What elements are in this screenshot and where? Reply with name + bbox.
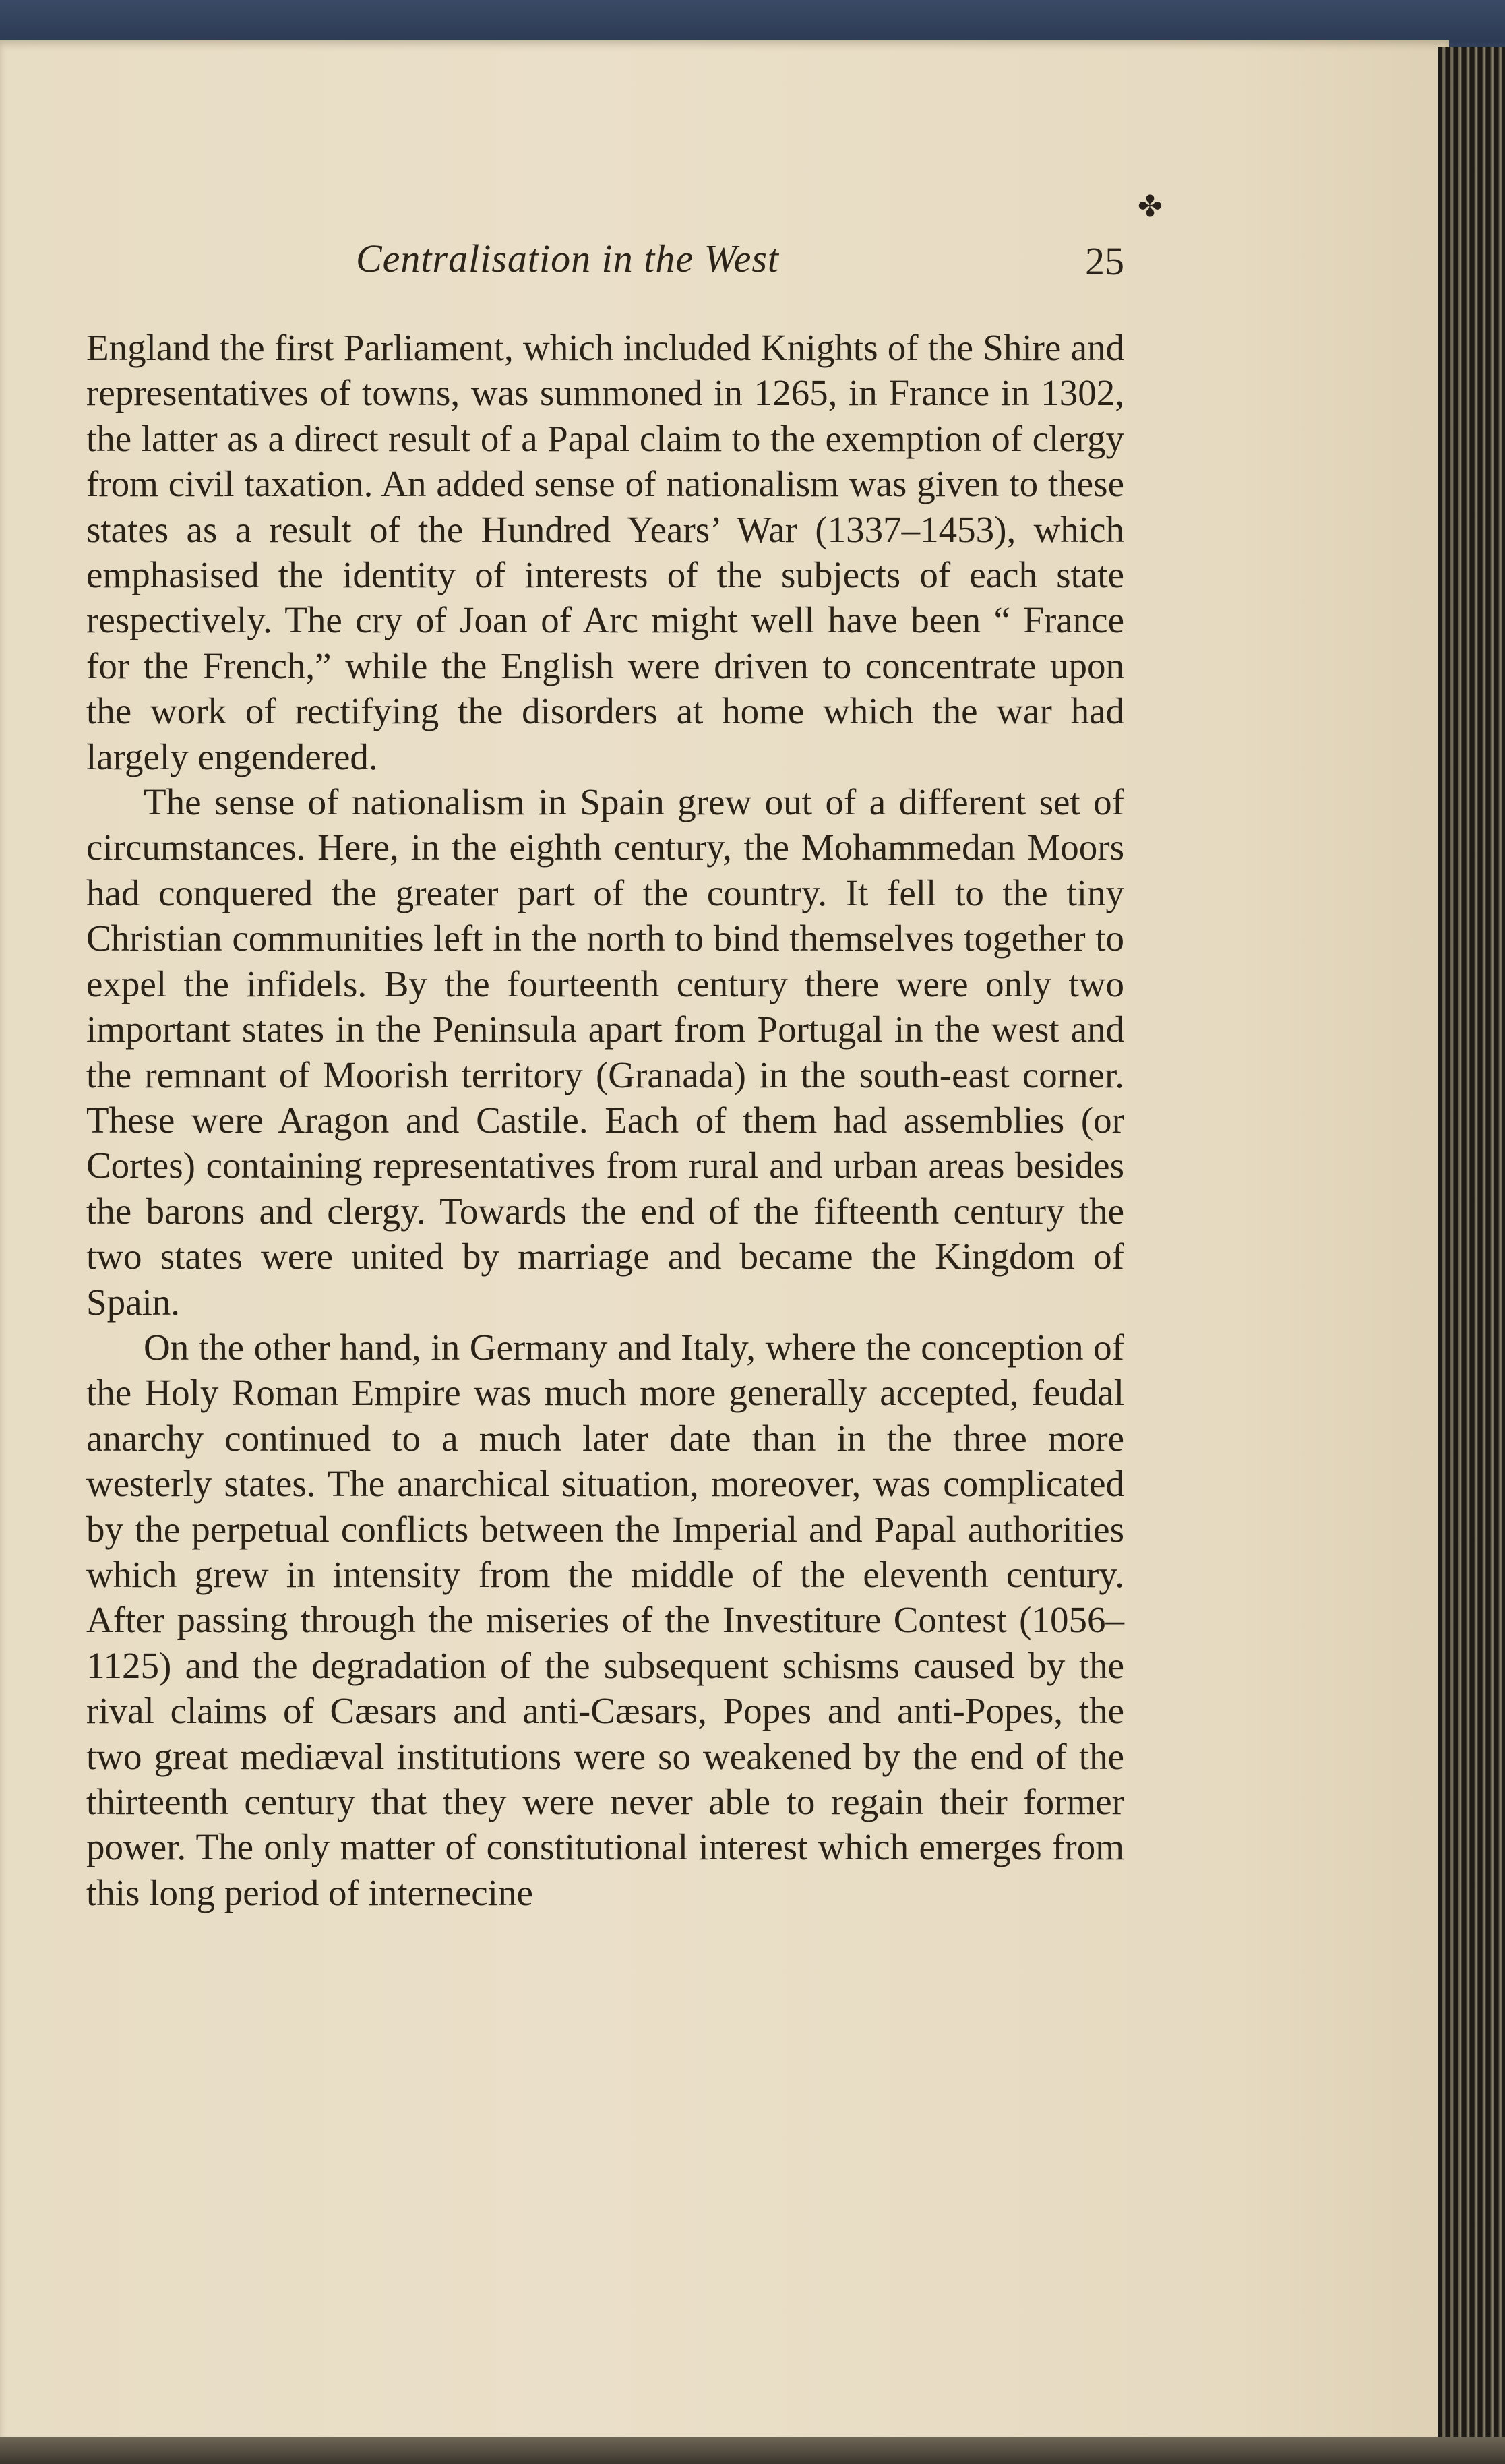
book-page (0, 40, 1449, 2440)
book-cover-bottom-edge (0, 2437, 1505, 2464)
paragraph-2: The sense of nationalism in Spain grew out of a different set of circumstances. Here, in the eighth century, the Mohammedan Moors had conquered the greater part of the country. It fell to the tiny Christian communities left in the north to bind themselves together to expel the infidels. By the fourteenth century there were only two important states in the Peninsula apart from Portugal in the west and the remnant of Moorish territory (Granada) in the south-east corner. These were Aragon and Castile. Each of them had assemblies (or Cortes) containing representatives from rural and urban areas besides the barons and clergy. Towards the end of the fifteenth century the two states were united by marriage and became the Kingdom of Spain. (86, 781, 1124, 1323)
ink-mark-icon: ✤ (1138, 189, 1163, 224)
page-number: 25 (1085, 239, 1124, 283)
paragraph-3: On the other hand, in Germany and Italy, where the conception of the Holy Roman Empire was much more generally accepted, feudal anarchy continued to a much later date than in the three more westerly states. The anarchical situation, moreover, was complicated by the perpetual conflicts between the Imperial and Papal authorities which grew in intensity from the middle of the eleventh century. After passing through the miseries of the Investiture Contest (1056–1125) and the degradation of the subsequent schisms caused by the rival claims of Cæsars and anti-Cæsars, Popes and anti-Popes, the two great mediæval institutions were so weakened by the end of the thirteenth century that they were never able to regain their former power. The only matter of constitutional interest which emerges from this long period of internecine (86, 1326, 1124, 1913)
page-block-edges (1438, 47, 1505, 2454)
body-text (86, 325, 1124, 1915)
paragraph-1: England the first Parliament, which included Knights of the Shire and representatives of towns, was summoned in 1265, in France in 1302, the latter as a direct result of a Papal claim to the exemption of clergy from civil taxation. An added sense of nationalism was given to these states as a result of the Hundred Years’ War (1337–1453), which emphasised the identity of interests of the subjects of each state respectively. The cry of Joan of Arc might well have been “ France for the French,” while the English were driven to concentrate upon the work of rectifying the disorders at home which the war had largely engendered. (86, 327, 1124, 777)
running-title: Centralisation in the West (356, 237, 780, 280)
running-head (86, 236, 1124, 297)
